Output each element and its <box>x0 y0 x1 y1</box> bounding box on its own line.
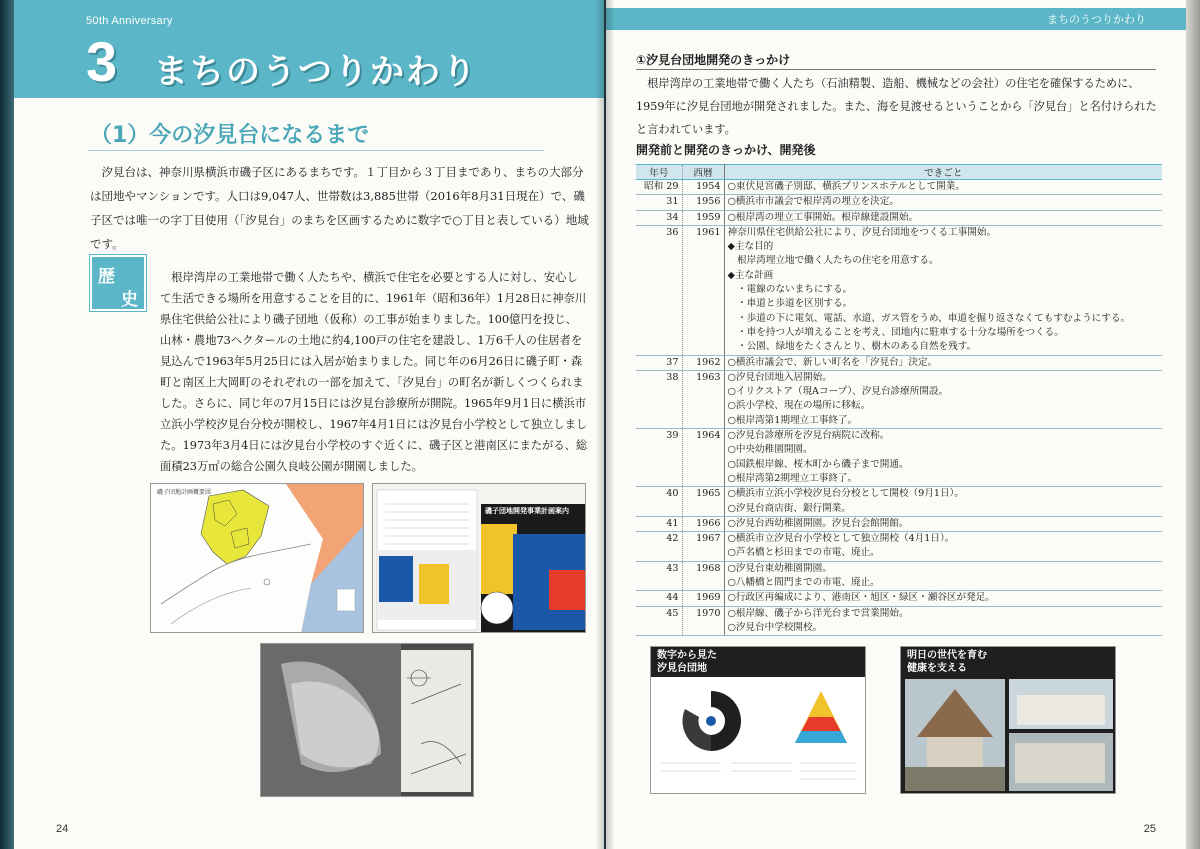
cell-era: 42 <box>636 532 682 562</box>
history-tag-char-1: 歴 <box>98 267 115 287</box>
cell-ad: 1970 <box>682 606 724 636</box>
event-line: ○汐見台西幼稚園開園。汐見台会館開館。 <box>727 517 909 529</box>
table-row <box>636 355 1162 370</box>
numbers-figure-title-line-2: 汐見台団地 <box>657 663 707 674</box>
cell-ad: 1956 <box>682 195 724 210</box>
cell-ad: 1962 <box>682 355 724 370</box>
development-map-figure <box>150 483 364 633</box>
event-line: ・歩道の下に電気、電話、水道、ガス管をうめ、車道を掘り返さなくてもすむようにする。 <box>727 312 1131 324</box>
cell-ad: 1954 <box>682 180 724 195</box>
chapter-number: 3 <box>86 30 118 93</box>
intro-paragraph: 汐見台は、神奈川県横浜市磯子区にあるまちです。１丁目から３丁目まであり、まちの大部分は団地やマンションです。人口は9,047人、世帯数は3,885世帯（2016年8月31日現在）で、磯子区では唯一の字丁目使用（「汐見台」のまちを区画するために数字で○丁目と表している）地域です。 <box>90 165 589 251</box>
header-era: 年号 <box>636 165 682 180</box>
event-line: ○根岸湾第1期埋立工事終了。 <box>727 414 858 426</box>
cell-ad: 1967 <box>682 532 724 562</box>
event-line: 根岸湾埋立地で働く人たちの住宅を用意する。 <box>727 255 939 267</box>
cell-era: 44 <box>636 591 682 606</box>
event-line: ○芦名橋と杉田までの市電、廃止。 <box>727 547 880 559</box>
event-line: ○中央幼稚園開園。 <box>727 444 813 456</box>
map-caption: 磯子団地計画概要図 <box>157 489 212 496</box>
event-line: ・車を持つ人が増えることを考え、団地内に駐車する十分な場所をつくる。 <box>727 326 1064 338</box>
cell-ad: 1968 <box>682 561 724 591</box>
event-line: ○汐見台商店街、銀行開業。 <box>727 502 851 514</box>
cell-events <box>724 370 1162 428</box>
cell-era: 43 <box>636 561 682 591</box>
right-page <box>606 0 1186 849</box>
cell-events <box>724 225 1162 355</box>
cell-events <box>724 561 1162 591</box>
cell-ad: 1963 <box>682 370 724 428</box>
subheading-rule <box>636 69 1156 70</box>
cell-era: 39 <box>636 429 682 487</box>
table-row <box>636 487 1162 517</box>
event-line: ○根岸湾の埋立工事開始。根岸線建設開始。 <box>727 211 919 223</box>
timeline-body <box>636 180 1162 636</box>
event-line: ○国鉄根岸線、桜木町から磯子まで開通。 <box>727 458 909 470</box>
event-line: ○根岸線、磯子から洋光台まで営業開始。 <box>727 607 909 619</box>
cell-events <box>724 606 1162 636</box>
event-line: ○行政区再編成により、港南区・旭区・緑区・瀬谷区が発足。 <box>727 592 995 604</box>
table-row <box>636 225 1162 355</box>
table-row <box>636 606 1162 636</box>
event-line: ◆主な計画 <box>727 269 774 281</box>
table-row <box>636 195 1162 210</box>
event-line: ○浜小学校、現在の場所に移転。 <box>727 400 871 412</box>
left-page <box>14 0 604 849</box>
table-title: 開発前と開発のきっかけ、開発後 <box>636 143 816 157</box>
cell-events <box>724 591 1162 606</box>
header-ad: 西暦 <box>682 165 724 180</box>
cell-events <box>724 355 1162 370</box>
table-row <box>636 180 1162 195</box>
event-line: 神奈川県住宅供給公社により、汐見台団地をつくる工事開始。 <box>727 226 997 238</box>
event-line: ○横浜市市議会で根岸湾の埋立を決定。 <box>727 196 899 208</box>
book-edge-right <box>1186 0 1200 849</box>
cell-era: 40 <box>636 487 682 517</box>
health-photos <box>901 647 1116 794</box>
subheading: ①汐見台団地開発のきっかけ <box>636 53 791 67</box>
book-edge-left <box>0 0 14 849</box>
event-line: ○横浜市立浜小学校汐見台分校として開校（9月1日）。 <box>727 488 964 500</box>
health-figure <box>900 646 1116 794</box>
section-title: （1）今の汐見台になるまで <box>90 123 370 148</box>
header-events: できごと <box>724 165 1162 180</box>
page-number-right: 25 <box>1143 823 1156 835</box>
cell-events <box>724 516 1162 531</box>
event-line: ・電線のないまちにする。 <box>727 284 853 296</box>
table-row <box>636 210 1162 225</box>
cell-era: 38 <box>636 370 682 428</box>
event-line: ○汐見台東幼稚園開園。 <box>727 562 832 574</box>
cell-era: 31 <box>636 195 682 210</box>
timeline-table <box>636 164 1162 636</box>
event-line: ○横浜市立汐見台小学校として独立開校（4月1日）。 <box>727 533 955 545</box>
cell-era: 昭和 29 <box>636 180 682 195</box>
running-header: まちのうつりかわり <box>1047 13 1146 26</box>
numbers-infographic <box>651 647 866 794</box>
history-paragraph: 根岸湾岸の工業地帯で働く人たちや、横浜で住宅を必要とする人に対し、安心して生活できる場所を用意することを目的に、1961年（昭和36年）1月28日に神奈川県住宅供給公社により磯子団地（仮称）の工事が始まりました。100億円を投じ、山林・農地73ヘクタールの土地に約4,100戸の住宅を建設し、1万6千人の住居者を見込んで1963年5月25日には入居が始まりました。同じ年の6月26日に磯子町・森町と南区上大岡町のそれぞれの一部を加えて、「汐見台」の町名が新しくつくられました。さらに、同じ年の7月15日には汐見台診療所が開院。1965年9月1日に横浜市立浜小学校汐見台分校が開校し、1967年4月1日には汐見台小学校として独立しました。1973年3月4日には汐見台小学校のすぐ近くに、磯子区と港南区にまたがる、総面積23万㎡の総合公園久良岐公園が開園しました。 <box>160 271 588 473</box>
table-row <box>636 532 1162 562</box>
cell-era: 37 <box>636 355 682 370</box>
cell-events <box>724 532 1162 562</box>
development-paragraph: 根岸湾岸の工業地帯で働く人たち（石油精製、造船、機械などの会社）の住宅を確保するために、1959年に汐見台団地が開発されました。また、海を見渡せるということから「汐見台」と名付けられたと言われています。 <box>636 77 1157 136</box>
event-line: ○汐見台中学校開校。 <box>727 621 823 633</box>
history-tag-char-2: 史 <box>121 290 138 310</box>
table-header-row <box>636 165 1162 180</box>
aerial-photo-figure <box>260 643 474 797</box>
event-line: ○東伏見宮磯子別邸、横浜プリンスホテルとして開業。 <box>727 181 965 192</box>
cell-era: 41 <box>636 516 682 531</box>
table-row <box>636 591 1162 606</box>
table-row <box>636 561 1162 591</box>
event-line: ・車道と歩道を区別する。 <box>727 298 853 310</box>
table-row <box>636 429 1162 487</box>
table-row <box>636 370 1162 428</box>
cell-era: 34 <box>636 210 682 225</box>
cell-events <box>724 429 1162 487</box>
section-divider <box>88 150 544 151</box>
event-line: ・公園、緑地をたくさんとり、樹木のある自然を残す。 <box>727 341 977 353</box>
pamphlet-figure <box>372 483 586 633</box>
event-line: ○八幡橋と間門までの市電、廃止。 <box>727 577 880 589</box>
cell-events <box>724 210 1162 225</box>
cell-ad: 1965 <box>682 487 724 517</box>
pamphlet-caption: 磯子団地開発事業計画案内 <box>485 507 569 515</box>
health-figure-title-line-1: 明日の世代を育む <box>907 650 987 661</box>
numbers-figure-title-line-1: 数字から見た <box>657 650 717 661</box>
event-line: ○汐見台団地入居開始。 <box>727 371 832 383</box>
cell-events <box>724 195 1162 210</box>
cell-events <box>724 487 1162 517</box>
cell-ad: 1964 <box>682 429 724 487</box>
health-figure-title-line-2: 健康を支える <box>907 663 967 674</box>
anniversary-label: 50th Anniversary <box>86 15 173 27</box>
cell-events <box>724 180 1162 195</box>
cell-ad: 1959 <box>682 210 724 225</box>
event-line: ◆主な目的 <box>727 241 774 253</box>
cell-ad: 1961 <box>682 225 724 355</box>
development-map-image <box>151 484 364 633</box>
event-line: ○汐見台診療所を汐見台病院に改称。 <box>727 430 890 442</box>
event-line: ○根岸湾第2期埋立工事終了。 <box>727 472 858 484</box>
cell-era: 36 <box>636 225 682 355</box>
numbers-figure <box>650 646 866 794</box>
table-row <box>636 516 1162 531</box>
cell-ad: 1966 <box>682 516 724 531</box>
cell-ad: 1969 <box>682 591 724 606</box>
aerial-photo-image <box>261 644 474 797</box>
cell-era: 45 <box>636 606 682 636</box>
event-line: ○横浜市議会で、新しい町名を「汐見台」決定。 <box>727 356 938 368</box>
book-gutter <box>596 0 614 849</box>
event-line: ○イリクストア（現Aコープ）、汐見台診療所開設。 <box>727 386 949 398</box>
chapter-title: まちのうつりかわり <box>154 52 478 92</box>
history-tag <box>90 255 146 311</box>
page-number-left: 24 <box>56 823 69 835</box>
